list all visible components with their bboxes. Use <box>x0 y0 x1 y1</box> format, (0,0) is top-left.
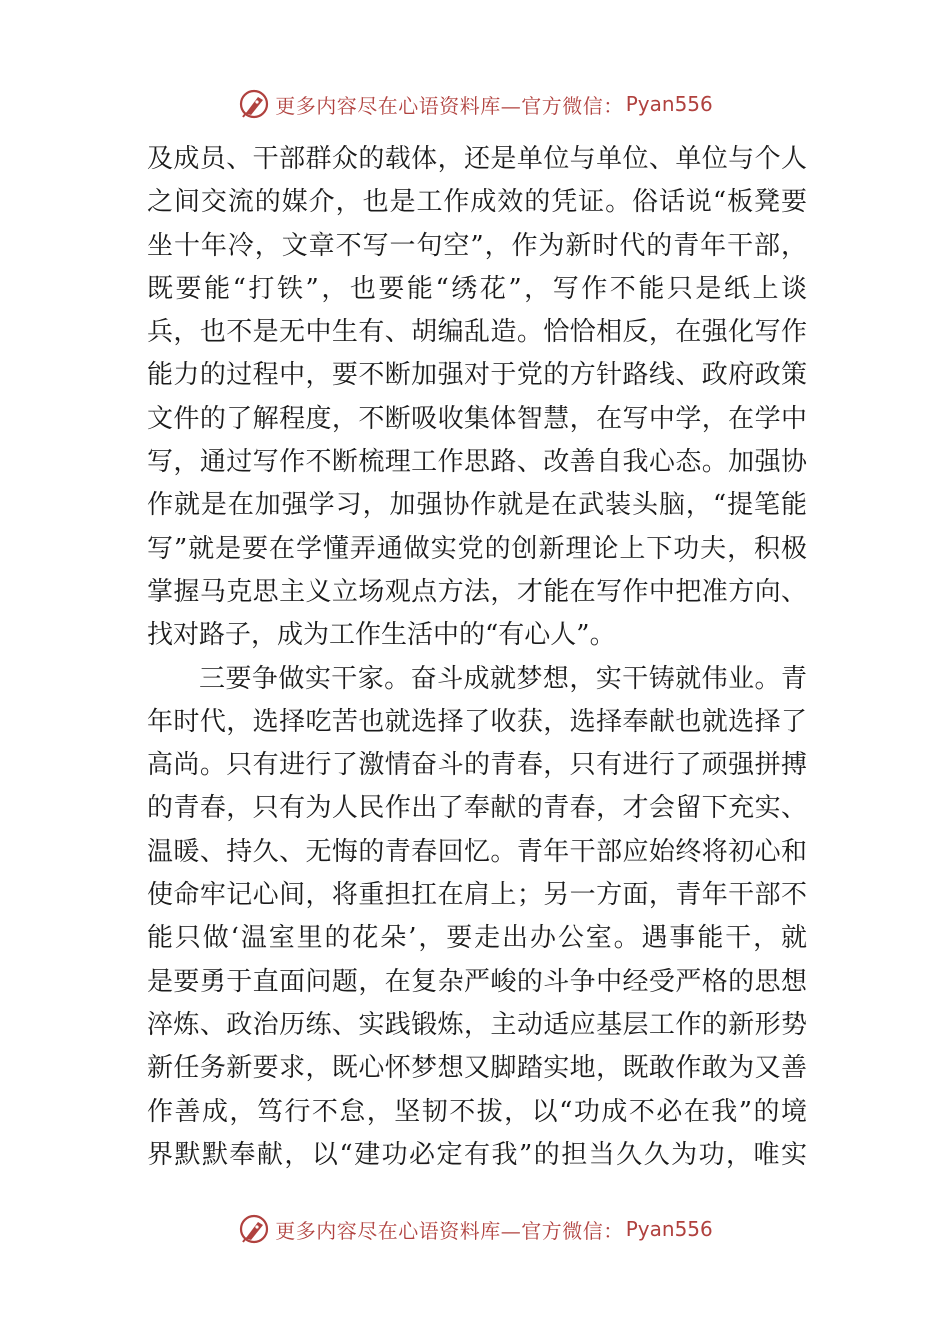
banner-wechat-id: Pyan556 <box>625 1217 713 1241</box>
text-line: 掌握马克思主义立场观点方法，才能在写作中把准方向、 <box>147 576 807 607</box>
text-line: 兵，也不是无中生有、胡编乱造。恰恰相反，在强化写作 <box>147 317 807 348</box>
footer-banner <box>0 1209 950 1249</box>
text-line: 新任务新要求，既心怀梦想又脚踏实地，既敢作敢为又善 <box>147 1053 807 1084</box>
text-line: 作就是在加强学习，加强协作就是在武装头脑，“提笔能 <box>147 490 807 521</box>
text-line: 高尚。只有进行了激情奋斗的青春，只有进行了顽强拼搏 <box>147 750 807 781</box>
header-banner <box>0 84 950 124</box>
document-body <box>147 138 807 1177</box>
text-line: 的青春，只有为人民作出了奉献的青春，才会留下充实、 <box>147 793 807 824</box>
text-line: 文件的了解程度，不断吸收集体智慧，在写中学，在学中 <box>147 403 807 434</box>
text-line: 使命牢记心间，将重担扛在肩上；另一方面，青年干部不 <box>147 880 807 911</box>
text-line: 写，通过写作不断梳理工作思路、改善自我心态。加强协 <box>147 447 807 478</box>
text-line: 坐十年冷，文章不写一句空”，作为新时代的青年干部， <box>147 230 807 261</box>
text-line: 作善成，笃行不怠，坚韧不拔，以“功成不必在我”的境 <box>147 1096 807 1127</box>
text-line: 温暖、持久、无悔的青春回忆。青年干部应始终将初心和 <box>147 836 807 867</box>
text-line: 是要勇于直面问题，在复杂严峻的斗争中经受严格的思想 <box>147 966 807 997</box>
text-line: 之间交流的媒介，也是工作成效的凭证。俗话说“板凳要 <box>147 187 807 218</box>
banner-text: 更多内容尽在心语资料库—官方微信： <box>275 93 624 118</box>
text-line: 写”就是要在学懂弄通做实党的创新理论上下功夫，积极 <box>147 533 807 564</box>
text-line: 及成员、干部群众的载体，还是单位与单位、单位与个人 <box>147 144 807 174</box>
banner-wechat-id: Pyan556 <box>625 92 713 116</box>
text-line: 既要能“打铁”，也要能“绣花”，写作不能只是纸上谈 <box>147 273 807 304</box>
text-line: 能只做‘温室里的花朵’，要走出办公室。遇事能干，就 <box>147 923 807 954</box>
banner-text: 更多内容尽在心语资料库—官方微信： <box>275 1218 624 1243</box>
text-line: 淬炼、政治历练、实践锻炼，主动适应基层工作的新形势 <box>147 1009 807 1040</box>
pen-nib-circle-icon <box>237 87 271 121</box>
text-line: 界默默奉献，以“建功必定有我”的担当久久为功，唯实 <box>147 1139 807 1170</box>
text-line: 能力的过程中，要不断加强对于党的方针路线、政府政策 <box>147 360 807 391</box>
paragraph-start-line: 三要争做实干家。奋斗成就梦想，实干铸就伟业。青 <box>199 663 807 694</box>
paragraph-end-line: 找对路子，成为工作生活中的“有心人”。 <box>147 620 616 651</box>
pen-nib-circle-icon <box>237 1212 271 1246</box>
text-line: 年时代，选择吃苦也就选择了收获，选择奉献也就选择了 <box>147 706 807 737</box>
